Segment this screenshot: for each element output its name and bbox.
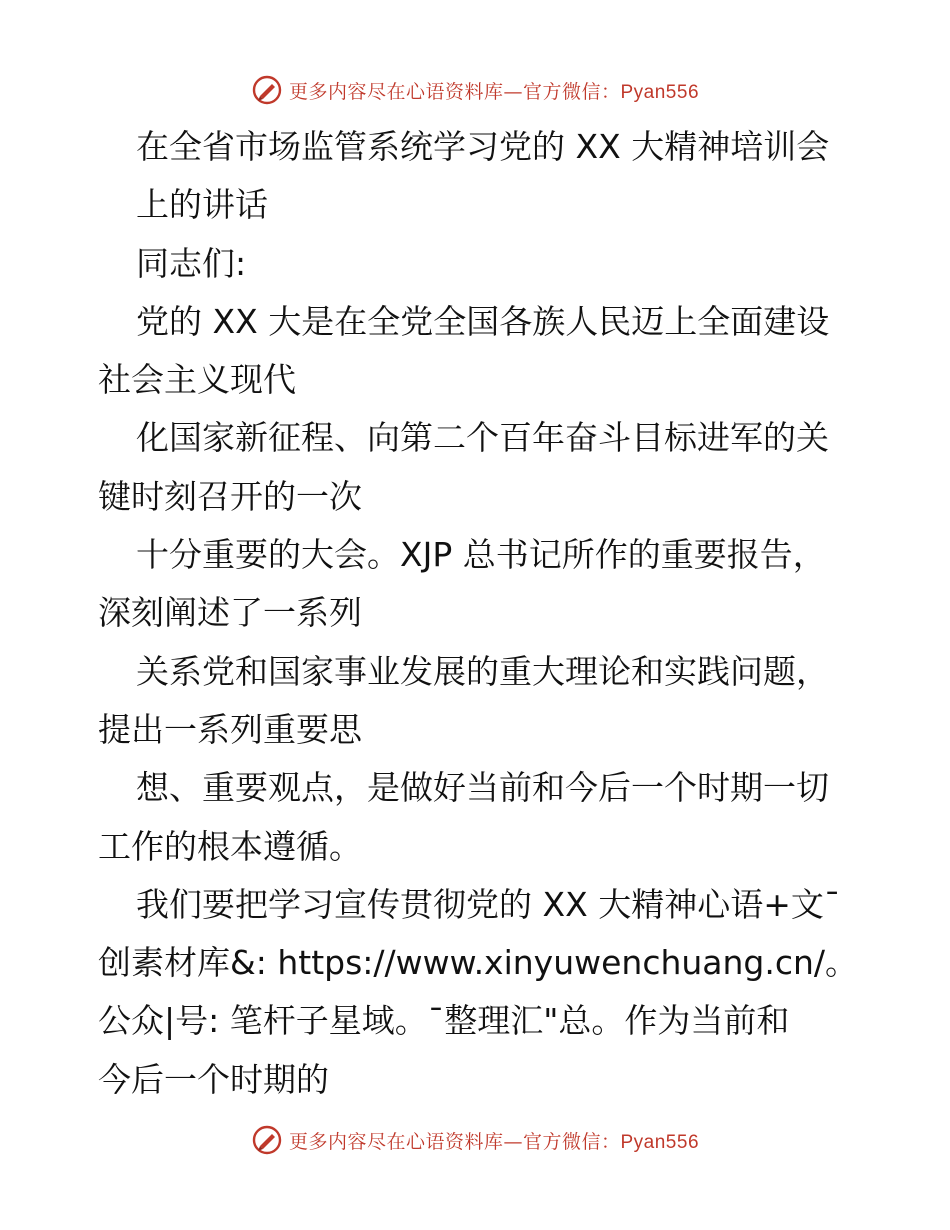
text-line: 社会主义现代 xyxy=(98,360,296,400)
text-line: 想、重要观点，是做好当前和今后一个时期一切 xyxy=(136,768,829,808)
text-line: 化国家新征程、向第二个百年奋斗目标进军的关 xyxy=(136,418,829,458)
text-line: 关系党和国家事业发展的重大理论和实践问题， xyxy=(136,651,829,691)
watermark-footer xyxy=(0,1120,950,1160)
text-line: 党的 XX 大是在全党全国各族人民迈上全面建设 xyxy=(136,301,830,341)
text-line: 我们要把学习宣传贯彻党的 XX 大精神心语+文¯ xyxy=(136,884,841,924)
text-line: 提出一系列重要思 xyxy=(98,709,362,749)
watermark-text: 更多内容尽在心语资料库—官方微信：Pyan556 xyxy=(288,80,700,103)
watermark-brand: Pyan556 xyxy=(620,1131,700,1153)
text-line: 十分重要的大会。XJP 总书记所作的重要报告， xyxy=(136,535,826,575)
text-line: 在全省市场监管系统学习党的 XX 大精神培训会 xyxy=(136,127,830,166)
text-line: 同志们: xyxy=(136,243,247,283)
text-line: 深刻阐述了一系列 xyxy=(98,593,362,633)
text-line: 今后一个时期的 xyxy=(98,1059,329,1099)
text-line: 键时刻召开的一次 xyxy=(98,476,362,516)
pen-logo-icon xyxy=(251,1124,283,1156)
text-line: 创素材库&: https://www.xinyuwenchuang.cn/。 xyxy=(98,943,859,983)
watermark-header xyxy=(0,70,950,110)
document-body xyxy=(98,118,858,1109)
watermark-text: 更多内容尽在心语资料库—官方微信：Pyan556 xyxy=(288,1130,700,1153)
text-line: 上的讲话 xyxy=(136,185,268,225)
text-line: 工作的根本遵循。 xyxy=(98,826,362,866)
pen-logo-icon xyxy=(251,74,283,106)
text-line: 公众|号: 笔杆子星域。¯整理汇"总。作为当前和 xyxy=(98,1001,790,1041)
watermark-brand: Pyan556 xyxy=(620,81,700,103)
